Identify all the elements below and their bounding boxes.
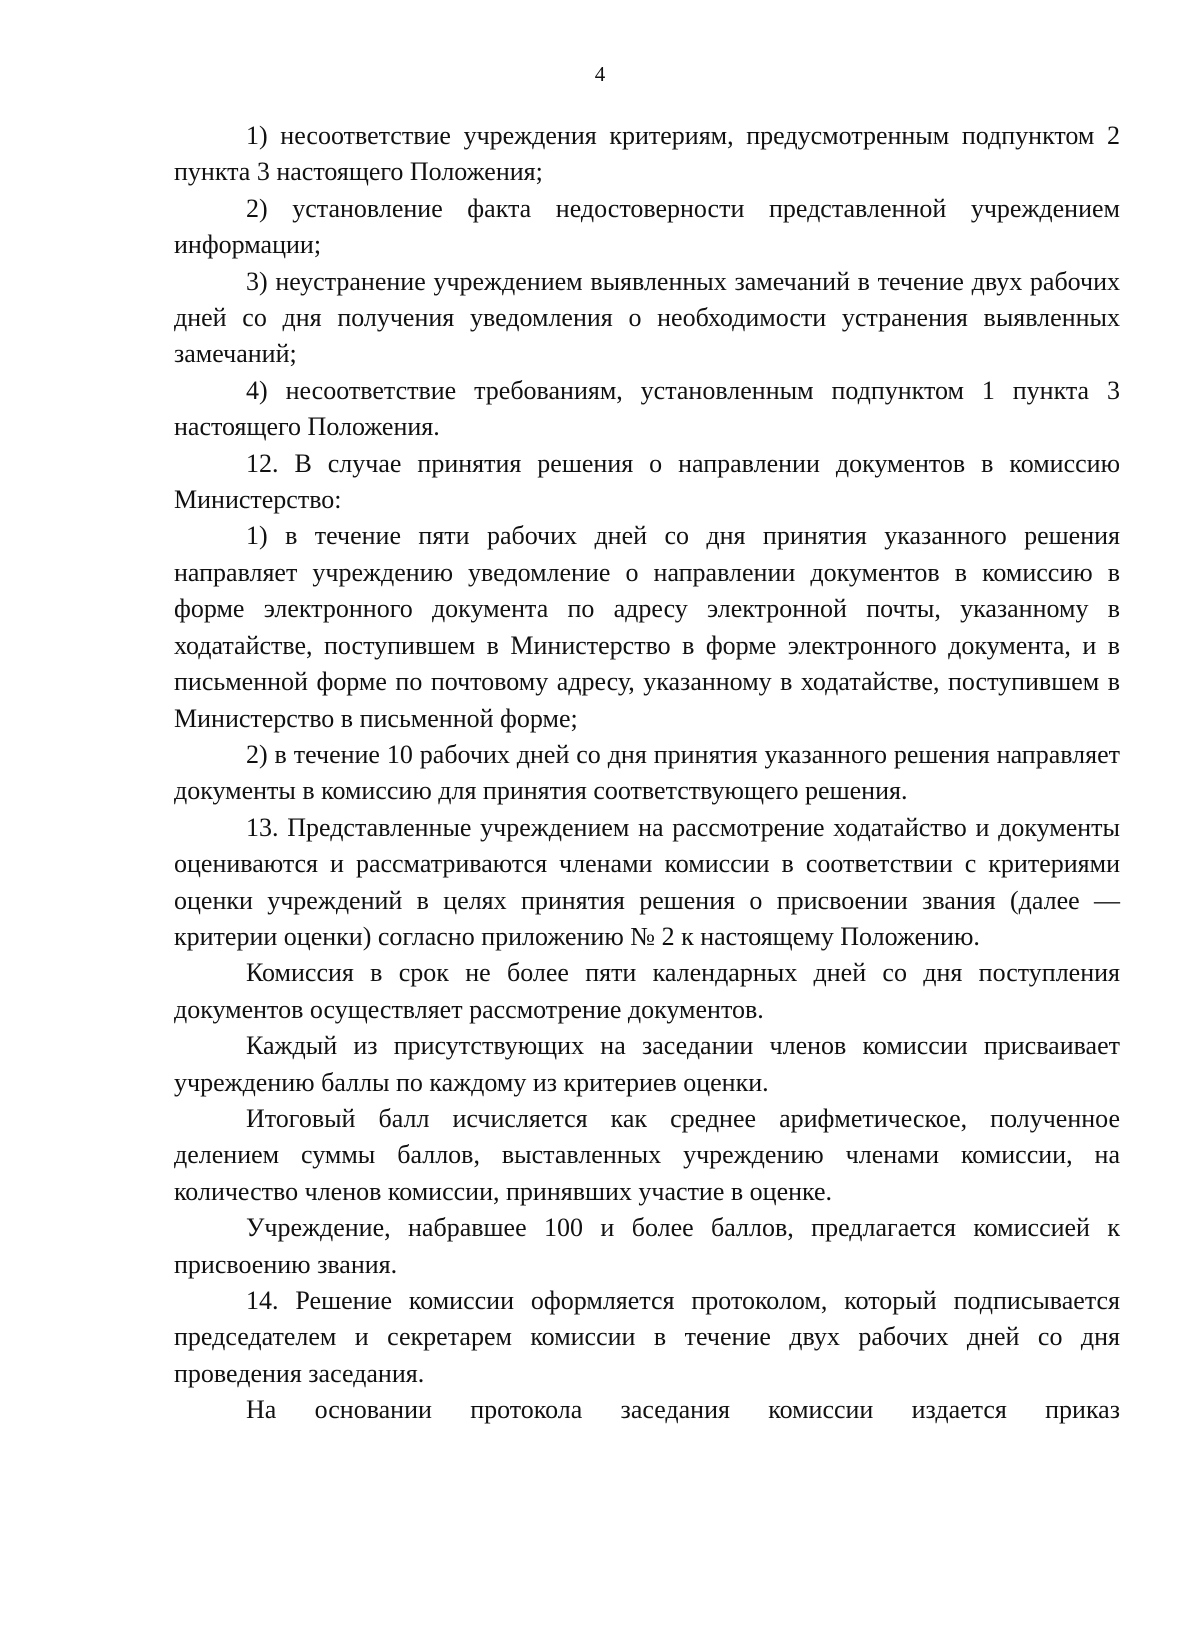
- page-number: 4: [594, 62, 606, 86]
- paragraph-item-3: 3) неустранение учреждением выявленных замечаний в течение двух рабочих дней со дня получения уведомления о необходимости устранения выявленных замечаний;: [174, 266, 1120, 369]
- document-body: [174, 118, 1120, 1429]
- paragraph-final-score: Итоговый балл исчисляется как среднее арифметическое, полученное делением суммы баллов, выставленных учреждению членами комиссии, на количество членов комиссии, принявших участие в оценке.: [174, 1103, 1120, 1206]
- paragraph-threshold: Учреждение, набравшее 100 и более баллов, предлагается комиссией к присвоению звания.: [174, 1213, 1120, 1279]
- paragraph-section-12: 12. В случае принятия решения о направлении документов в комиссию Министерство:: [174, 448, 1120, 515]
- paragraph-item-2: 2) установление факта недостоверности представленной учреждением информации;: [174, 193, 1120, 260]
- paragraph-order: На основании протокола заседания комиссии издается приказ: [246, 1395, 1120, 1425]
- paragraph-commission-review: Комиссия в срок не более пяти календарных дней со дня поступления документов осуществляет рассмотрение документов.: [174, 958, 1120, 1024]
- paragraph-item-1: 1) несоответствие учреждения критериям, предусмотренным подпунктом 2 пункта 3 настоящего Положения;: [174, 121, 1120, 187]
- paragraph-section-12-item-1: 1) в течение пяти рабочих дней со дня принятия указанного решения направляет учреждению уведомление о направлении документов в комиссию в форме электронного документа по адресу электронной почты, указанному в ходатайстве, поступившем в Министерство в форме электронного документа, и в письменной форме по почтовому адресу, указанному в ходатайстве, поступившем в Министерство в письменной форме;: [174, 521, 1120, 733]
- paragraph-item-4: 4) несоответствие требованиям, установленным подпунктом 1 пункта 3 настоящего Положения.: [174, 375, 1120, 442]
- paragraph-section-14: 14. Решение комиссии оформляется протоколом, который подписывается председателем и секретарем комиссии в течение двух рабочих дней со дня проведения заседания.: [174, 1286, 1120, 1388]
- paragraph-section-13: 13. Представленные учреждением на рассмотрение ходатайство и документы оцениваются и рассматриваются членами комиссии в соответствии с критериями оценки учреждений в целях принятия решения о присвоении звания (далее — критерии оценки) согласно приложению № 2 к настоящему Положению.: [174, 812, 1120, 951]
- paragraph-member-scores: Каждый из присутствующих на заседании членов комиссии присваивает учреждению баллы по каждому из критериев оценки.: [174, 1031, 1120, 1097]
- paragraph-section-12-item-2: 2) в течение 10 рабочих дней со дня принятия указанного решения направляет документы в комиссию для принятия соответствующего решения.: [174, 739, 1120, 806]
